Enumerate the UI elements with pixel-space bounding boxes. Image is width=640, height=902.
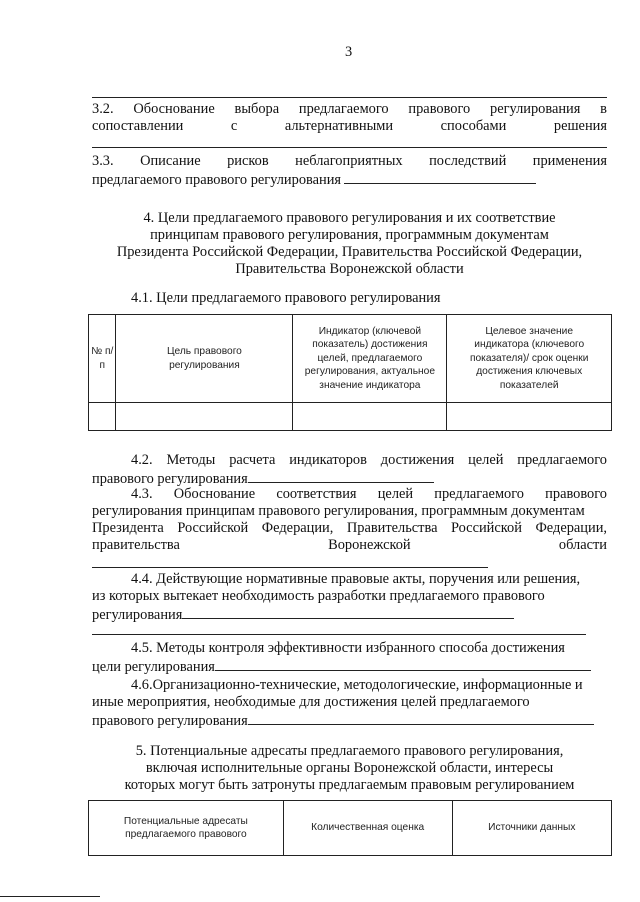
section-4-2-text: правового регулирования	[92, 471, 248, 487]
word: Российской	[450, 520, 522, 536]
word: 4.3.	[131, 486, 153, 502]
word: предлагаемого	[434, 486, 524, 502]
text-line: 4.4. Действующие нормативные правовые акты, поручения или решения,	[131, 571, 581, 587]
section-4-3-line3	[92, 520, 607, 537]
table-row	[89, 403, 612, 431]
heading-line: которых могут быть затронуты предлагаемым правовым регулированием	[124, 777, 575, 793]
word: Обоснование	[173, 486, 256, 502]
text-line: цели регулирования	[92, 659, 215, 675]
table-header-cell: Индикатор (ключевой показатель) достижения целей, предлагаемого регулирования, актуальное значение индикатора	[293, 315, 447, 403]
heading-line: Президента Российской Федерации, Правительства Российской Федерации,	[116, 244, 583, 260]
table-header-row	[89, 315, 612, 403]
word: правового	[408, 101, 471, 117]
word: Правительства	[346, 520, 438, 536]
footnote-separator	[0, 896, 100, 897]
word: достижения	[380, 452, 455, 468]
table-header-cell: Цель правового регулирования	[116, 315, 293, 403]
text-line: 4.5. Методы контроля эффективности избранного способа достижения	[131, 640, 565, 656]
word: выбора	[234, 101, 280, 117]
goals-table	[88, 314, 612, 431]
word: целей	[377, 486, 414, 502]
word: расчета	[229, 452, 276, 468]
table-cell	[293, 403, 447, 431]
word: последствий	[429, 153, 507, 169]
section-3-3-text: предлагаемого правового регулирования	[92, 172, 342, 188]
word: неблагоприятных	[295, 153, 403, 169]
word: Президента	[92, 520, 164, 536]
word: целей	[468, 452, 504, 468]
word: правового	[545, 486, 607, 502]
word: с	[230, 118, 238, 134]
blank-line	[92, 147, 607, 148]
heading-line: 5. Потенциальные адресаты предлагаемого правового регулирования,	[135, 743, 564, 759]
table-header-cell: Количественная оценка	[283, 801, 452, 856]
word: предлагаемого	[298, 101, 389, 117]
section-4-5	[92, 640, 607, 676]
section-3-3-line2	[92, 170, 536, 189]
word: индикаторов	[289, 452, 367, 468]
word: Воронежской	[328, 537, 411, 553]
section-4-2-line1	[131, 452, 607, 469]
section-4-heading	[92, 210, 607, 278]
word: решения	[553, 118, 607, 134]
text-line: правового регулирования	[92, 713, 248, 729]
section-4-3-line4	[92, 537, 607, 554]
word: предлагаемого	[517, 452, 607, 468]
section-5-heading	[92, 743, 607, 794]
blank-line	[215, 657, 591, 671]
word: области	[558, 537, 607, 553]
table-header-cell: Потенциальные адресаты предлагаемого правового	[89, 801, 284, 856]
addressees-table	[88, 800, 612, 856]
blank-line	[248, 469, 434, 483]
table-header-cell: Источники данных	[452, 801, 611, 856]
table-header-cell: № п/п	[89, 315, 116, 403]
blank-line	[248, 711, 594, 725]
text-line: из которых вытекает необходимость разработки предлагаемого правового	[92, 588, 545, 604]
word: Описание	[140, 153, 201, 169]
table-cell	[447, 403, 612, 431]
word: правительства	[92, 537, 180, 553]
word: способами	[440, 118, 507, 134]
word: Российской	[177, 520, 249, 536]
section-4-3-line1	[131, 486, 607, 503]
word: рисков	[227, 153, 269, 169]
table-header-row	[89, 801, 612, 856]
word: соответствия	[276, 486, 357, 502]
blank-line	[182, 605, 514, 619]
word: Обоснование	[133, 101, 215, 117]
section-4-6	[92, 677, 607, 730]
table-cell	[116, 403, 293, 431]
table-header-cell: Целевое значение индикатора (ключевого показателя)/ срок оценки достижения ключевых показателей	[447, 315, 612, 403]
word: регулирования	[490, 101, 581, 117]
word: 3.2.	[92, 101, 114, 117]
table-cell	[89, 403, 116, 431]
section-3-2-line2	[92, 118, 607, 135]
word: применения	[532, 153, 607, 169]
section-3-3-line1	[92, 153, 607, 170]
section-4-3-line2: регулирования принципам правового регулирования, программным документам	[92, 503, 585, 519]
heading-line: включая исполнительные органы Воронежской области, интересы	[145, 760, 554, 776]
word: Федерации,	[261, 520, 334, 536]
section-4-1: 4.1. Цели предлагаемого правового регулирования	[131, 290, 441, 306]
word: в	[600, 101, 607, 117]
heading-line: принципам правового регулирования, программным документам	[150, 227, 549, 243]
blank-line	[92, 567, 488, 568]
word: альтернативными	[284, 118, 394, 134]
heading-line: 4. Цели предлагаемого правового регулирования и их соответствие	[143, 210, 556, 226]
word: Методы	[166, 452, 216, 468]
section-3-2-line1	[92, 101, 607, 118]
word: сопоставлении	[92, 118, 184, 134]
text-line: 4.6.Организационно-технические, методологические, информационные и	[131, 677, 583, 693]
blank-line	[344, 170, 536, 184]
blank-line	[92, 97, 607, 98]
text-line: регулирования	[92, 607, 183, 623]
heading-line: Правительства Воронежской области	[235, 261, 464, 277]
page-number: 3	[345, 44, 353, 60]
word: 4.2.	[131, 452, 153, 468]
word: Федерации,	[535, 520, 607, 536]
section-4-4	[92, 571, 607, 624]
word: 3.3.	[92, 153, 114, 169]
blank-line	[92, 634, 586, 635]
text-line: иные мероприятия, необходимые для достижения целей предлагаемого	[92, 694, 530, 710]
